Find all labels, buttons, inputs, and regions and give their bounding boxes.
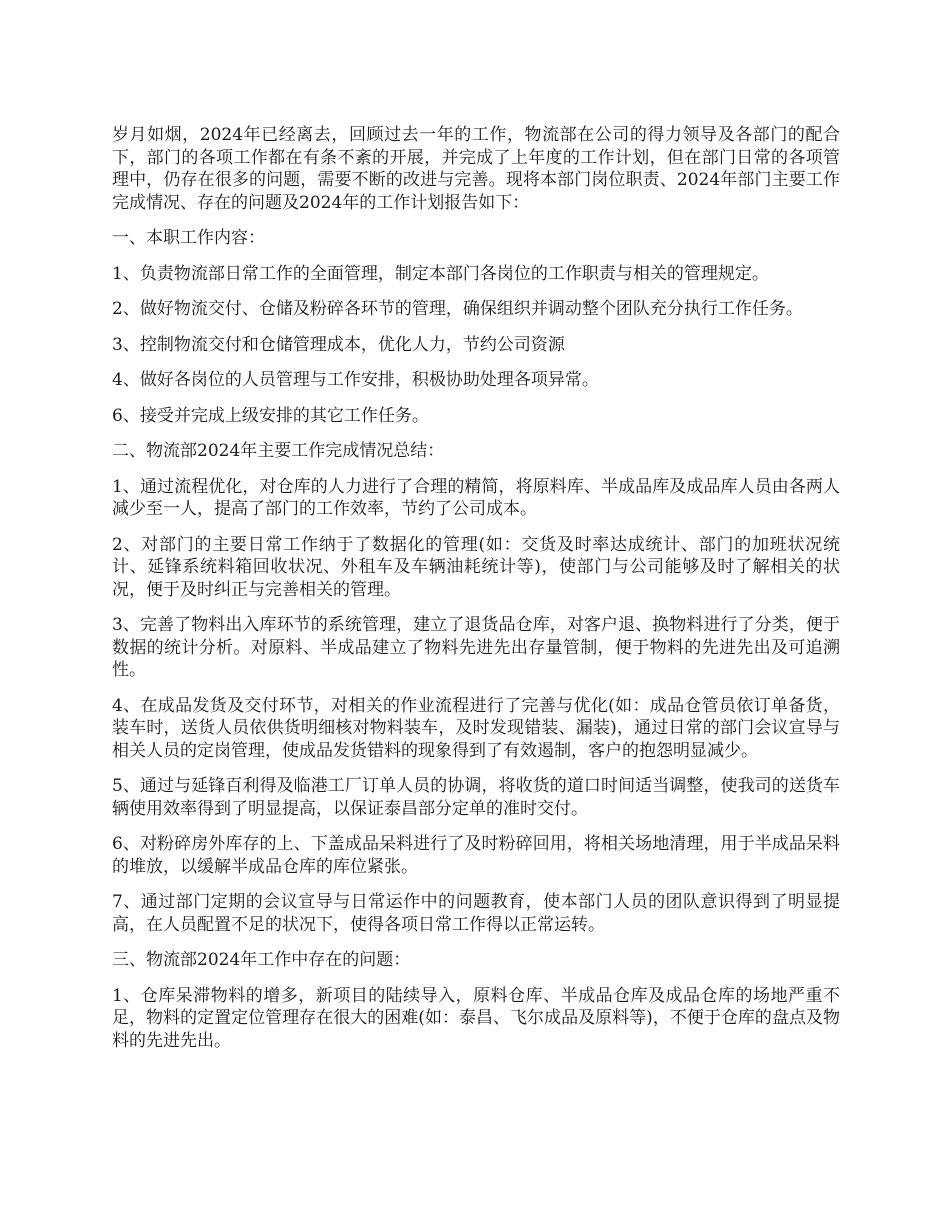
duty-item-3: 3、控制物流交付和仓储管理成本，优化人力，节约公司资源 — [112, 334, 565, 355]
duty-item-2: 2、做好物流交付、仓储及粉碎各环节的管理，确保组织并调动整个团队充分执行工作任务。 — [112, 299, 803, 319]
duty-item-1: 1、负责物流部日常工作的全面管理，制定本部门各岗位的工作职责与相关的管理规定。 — [112, 263, 769, 284]
achievement-item-6: 6、对粉碎房外库存的上、下盖成品呆料进行了及时粉碎回用，将相关场地清理，用于半成品呆料的堆放，以缓解半成品仓库的库位紧张。 — [112, 834, 840, 877]
duty-item-4: 4、做好各岗位的人员管理与工作安排，积极协助处理各项异常。 — [112, 370, 599, 390]
document-body — [112, 124, 840, 1065]
intro-paragraph: 岁月如烟，2024年已经离去，回顾过去一年的工作，物流部在公司的得力领导及各部门的配合下，部门的各项工作都在有条不紊的开展，并完成了上年度的工作计划，但在部门日常的各项管理中，仍存在很多的问题，需要不断的改进与完善。现将本部门岗位职责、2024年部门主要工作完成情况、存在的问题及2024年的工作计划报告如下： — [112, 125, 840, 213]
achievement-item-7: 7、通过部门定期的会议宣导与日常运作中的问题教育，使本部门人员的团队意识得到了明显提高，在人员配置不足的状况下，使得各项日常工作得以正常运转。 — [112, 892, 840, 935]
problem-item-1: 1、仓库呆滞物料的增多，新项目的陆续导入，原料仓库、半成品仓库及成品仓库的场地严重不足，物料的定置定位管理存在很大的困难(如：泰昌、飞尔成品及原料等)，不便于仓库的盘点及物料的先进先出。 — [112, 985, 840, 1051]
section-heading-duties: 一、本职工作内容： — [112, 228, 265, 248]
achievement-item-4: 4、在成品发货及交付环节，对相关的作业流程进行了完善与优化(如：成品仓管员依订单备货，装车时，送货人员依供货明细核对物料装车，及时发现错装、漏装)，通过日常的部门会议宣导与相关人员的定岗管理，使成品发货错料的现象得到了有效遏制，客户的抱怨明显减少。 — [112, 695, 840, 761]
section-heading-problems: 三、物流部2024年工作中存在的问题： — [112, 950, 411, 970]
achievement-item-5: 5、通过与延锋百利得及临港工厂订单人员的协调，将收货的道口时间适当调整，使我司的送货车辆使用效率得到了明显提高，以保证泰昌部分定单的准时交付。 — [112, 776, 840, 819]
achievement-item-2: 2、对部门的主要日常工作纳于了数据化的管理(如：交货及时率达成统计、部门的加班状况统计、延锋系统料箱回收状况、外租车及车辆油耗统计等)，使部门与公司能够及时了解相关的状况，便于及时纠正与完善相关的管理。 — [112, 534, 840, 600]
achievement-item-1: 1、通过流程优化，对仓库的人力进行了合理的精简，将原料库、半成品库及成品库人员由各两人减少至一人，提高了部门的工作效率，节约了公司成本。 — [112, 476, 840, 519]
duty-item-6: 6、接受并完成上级安排的其它工作任务。 — [112, 405, 429, 426]
section-heading-achievements: 二、物流部2024年主要工作完成情况总结： — [112, 441, 445, 461]
achievement-item-3: 3、完善了物料出入库环节的系统管理，建立了退货品仓库，对客户退、换物料进行了分类，便于数据的统计分析。对原料、半成品建立了物料先进先出存量管制，便于物料的先进先出及可追溯性。 — [112, 615, 840, 680]
